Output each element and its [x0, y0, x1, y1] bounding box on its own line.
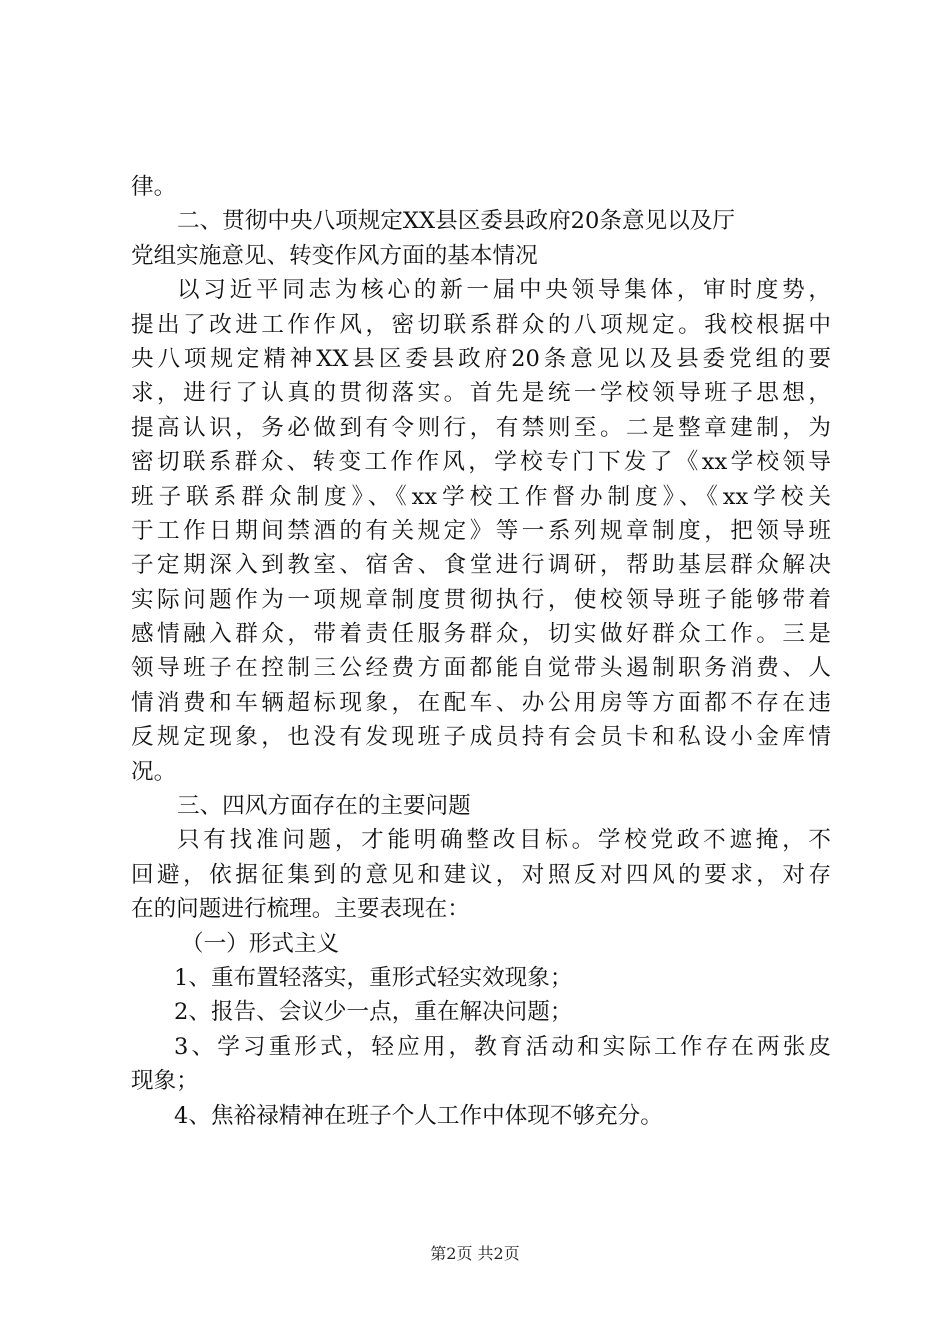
list-item: 1、重布置轻落实，重形式轻实效现象；	[174, 964, 573, 991]
page-footer: 第2页 共2页	[430, 1244, 520, 1263]
paragraph-line: 感情融入群众，带着责任服务群众，切实做好群众工作。三是	[131, 621, 831, 648]
paragraph-line: 在的问题进行梳理。主要表现在：	[131, 896, 470, 923]
paragraph-line: 求，进行了认真的贯彻落实。首先是统一学校领导班子思想，	[131, 380, 831, 407]
paragraph-line: 密切联系群众、转变工作作风，学校专门下发了《xx学校领导	[131, 449, 831, 476]
paragraph-line: 央八项规定精神XX县区委县政府20条意见以及县委党组的要	[131, 345, 831, 372]
paragraph-line: 况。	[131, 758, 177, 785]
paragraph-line: 只有找准问题，才能明确整改目标。学校党政不遮掩，不	[177, 827, 831, 854]
paragraph-line: 领导班子在控制三公经费方面都能自觉带头遏制职务消费、人	[131, 655, 831, 682]
section-heading: 三、四风方面存在的主要问题	[177, 793, 471, 820]
subsection-heading: （一）形式主义	[181, 930, 340, 957]
list-item-continued: 现象；	[131, 1068, 199, 1095]
text-line: 律。	[131, 174, 177, 200]
list-item: 2、报告、会议少一点，重在解决问题；	[174, 999, 573, 1026]
section-heading: 二、贯彻中央八项规定XX县区委县政府20条意见以及厅	[177, 208, 735, 235]
paragraph-line: 提高认识，务必做到有令则行，有禁则至。二是整章建制，为	[131, 414, 831, 441]
paragraph-line: 于工作日期间禁酒的有关规定》等一系列规章制度，把领导班	[131, 517, 831, 544]
paragraph-line: 班子联系群众制度》、《xx学校工作督办制度》、《xx学校关	[131, 483, 831, 510]
paragraph-line: 回避，依据征集到的意见和建议，对照反对四风的要求，对存	[131, 861, 831, 888]
paragraph-line: 情消费和车辆超标现象，在配车、办公用房等方面都不存在违	[131, 689, 831, 716]
list-item: 4、焦裕禄精神在班子个人工作中体现不够充分。	[174, 1102, 663, 1129]
section-heading-continued: 党组实施意见、转变作风方面的基本情况	[131, 242, 538, 269]
paragraph-line: 反规定现象，也没有发现班子成员持有会员卡和私设小金库情	[131, 724, 831, 751]
document-body	[131, 170, 831, 1133]
paragraph-line: 以习近平同志为核心的新一届中央领导集体，审时度势，	[177, 277, 831, 304]
paragraph-line: 提出了改进工作作风，密切联系群众的八项规定。我校根据中	[131, 311, 831, 338]
list-item: 3、学习重形式，轻应用，教育活动和实际工作存在两张皮	[174, 1033, 831, 1060]
paragraph-line: 子定期深入到教室、宿舍、食堂进行调研，帮助基层群众解决	[131, 552, 831, 579]
paragraph-line: 实际问题作为一项规章制度贯彻执行，使校领导班子能够带着	[131, 586, 831, 613]
